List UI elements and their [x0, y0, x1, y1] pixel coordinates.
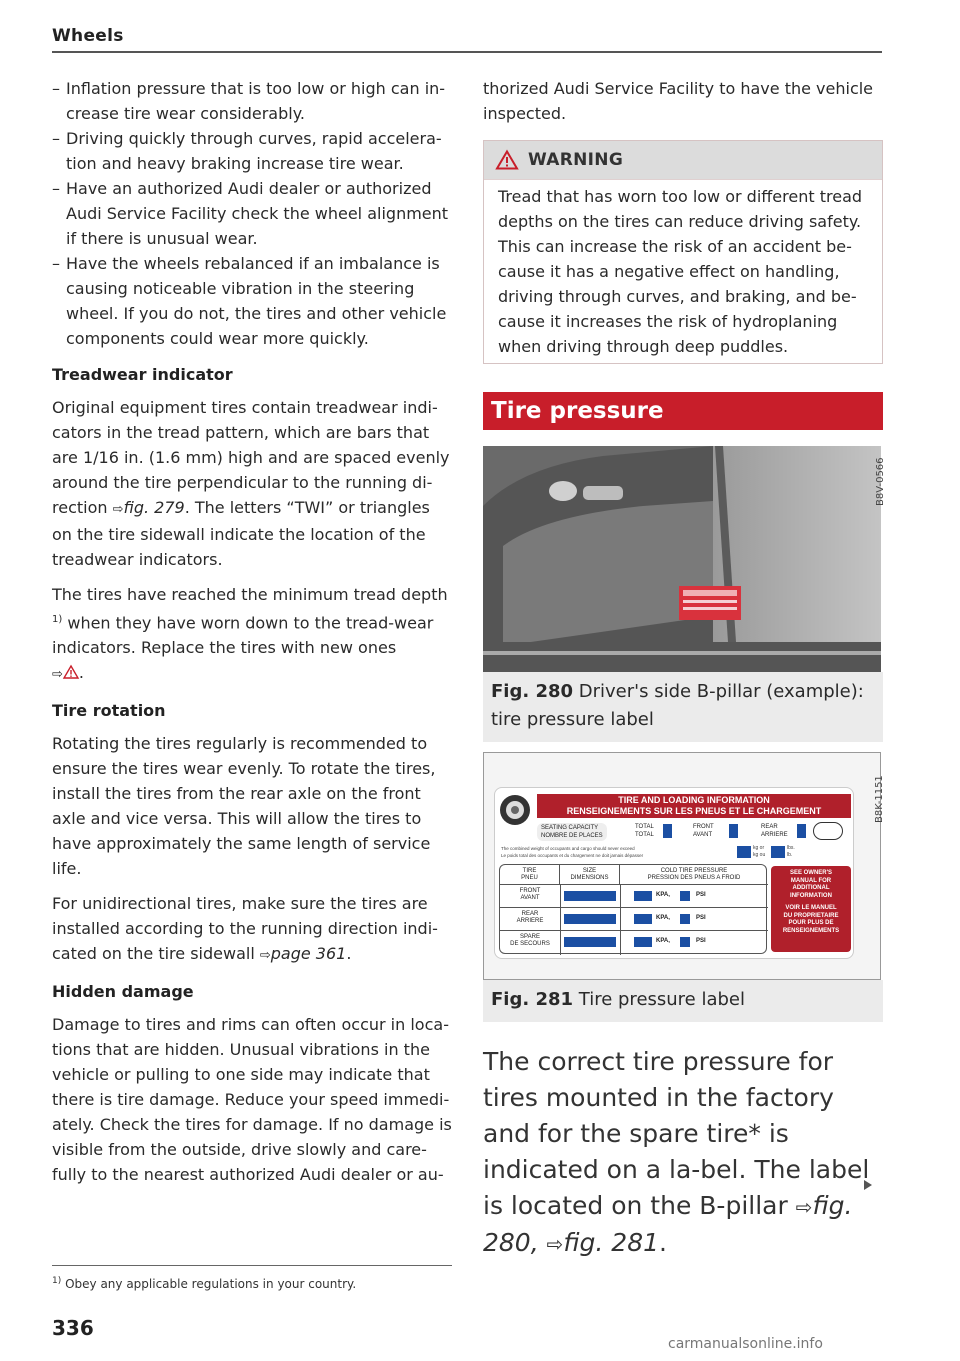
- list-item: – Have the wheels rebalanced if an imbalance is causing noticeable vibration in the steering wheel. If you do not, the tires and other vehicle components could wear more quickly.: [52, 251, 454, 351]
- seating-capacity-row: SEATING CAPACITY NOMBRE DE PLACES TOTAL TOTAL FRONT AVANT REAR ARRIERE: [535, 821, 853, 843]
- rotation-heading: Tire rotation: [52, 701, 166, 721]
- section-title: Tire pressure: [483, 392, 883, 430]
- treadwear-paragraph-2: The tires have reached the minimum tread depth $^{1)}$ when they have worn down to the tread-wear indicators. Replace the tires with new ones ⇨ .: [52, 585, 448, 683]
- rotation-paragraph-2: For unidirectional tires, make sure the tires are installed according to the running direction indi-cated on the tire sidewall ⇨page 361.: [52, 894, 438, 964]
- figure-code: B8K-1151: [874, 775, 885, 823]
- b-pillar-illustration: [483, 446, 881, 672]
- continue-arrow-icon: [864, 1180, 872, 1190]
- rotation-paragraph-1: Rotating the tires regularly is recommended to ensure the tires wear evenly. To rotate the tires, install the tires from the rear axle on the front axle and vice versa. This will allow the tires to have approximately the same length of service life.: [52, 734, 436, 879]
- footnote-divider: [52, 1265, 452, 1266]
- seat-icon: [813, 822, 843, 840]
- page-number: 336: [52, 1316, 94, 1340]
- page-361-link[interactable]: page 361: [270, 944, 347, 964]
- arrow-icon: ⇨: [546, 1232, 564, 1256]
- warning-link-icon[interactable]: [63, 665, 79, 679]
- fig-281-caption: Fig. 281 Tire pressure label: [483, 980, 883, 1022]
- warning-body: Tread that has worn too low or different tread depths on the tires can reduce driving safety. This can increase the risk of an accident be-cause it has a negative effect on handling, driving through curves, and braking, and be-cause it increases the risk of hydroplaning when driving through deep puddles.: [484, 179, 882, 363]
- list-item: – Have an authorized Audi dealer or authorized Audi Service Facility check the wheel alignment if there is unusual wear.: [52, 176, 454, 251]
- tire-label-sticker: [494, 787, 854, 959]
- right-column: [483, 76, 886, 1262]
- hidden-damage-heading: Hidden damage: [52, 982, 194, 1002]
- warning-box: [483, 140, 883, 364]
- continuation-paragraph: thorized Audi Service Facility to have the vehicle inspected.: [483, 79, 874, 123]
- tire-pressure-paragraph: The correct tire pressure for tires mounted in the factory and for the spare tire* is indicated on a la-bel. The label is located on the B-pillar ⇨fig. 280, ⇨fig. 281.: [483, 1047, 870, 1257]
- sticker-title-bar: TIRE AND LOADING INFORMATION RENSEIGNEMENTS SUR LES PNEUS ET LE CHARGEMENT: [537, 794, 851, 818]
- footnote: $^{1)}$ Obey any applicable regulations in your country.: [52, 1276, 357, 1291]
- warning-title: WARNING: [528, 149, 624, 170]
- wear-bullet-list: [52, 76, 454, 351]
- table-row: FRONT AVANT KPA, PSI: [500, 885, 768, 908]
- treadwear-heading: Treadwear indicator: [52, 365, 233, 384]
- list-item: – Driving quickly through curves, rapid accelera-tion and heavy braking increase tire wear.: [52, 126, 454, 176]
- header-divider: [52, 51, 882, 53]
- arrow-icon: ⇨: [112, 502, 124, 517]
- fig-279-link[interactable]: fig. 279: [123, 498, 185, 517]
- tire-icon: [499, 794, 531, 826]
- figure-code: B8V-0566: [875, 457, 886, 506]
- page-header-title: Wheels: [52, 26, 124, 46]
- fig-281-link[interactable]: fig. 281: [563, 1228, 660, 1257]
- fig-280-caption: Fig. 280 Driver's side B-pillar (example): tire pressure label: [483, 672, 883, 742]
- warning-triangle-icon: [496, 150, 518, 170]
- combined-weight-row: The combined weight of occupants and cargo should never exceed Le poids total des occupants et du chargement ne doit jamais dépasser kg or kg ou lbs. lb.: [501, 845, 795, 858]
- hidden-damage-paragraph: Damage to tires and rims can often occur in loca-tions that are hidden. Unusual vibrations in the vehicle or pulling to one side may indicate that there is tire damage. Reduce your speed immedi-ately. Check the tires for damage. If no damage is visible from the outside, drive slowly and care-fully to the nearest authorized Audi dealer or au-: [52, 1015, 452, 1185]
- watermark: carmanualsonline.info: [668, 1336, 823, 1352]
- treadwear-paragraph-1: Original equipment tires contain treadwear indi-cators in the tread pattern, which are bars that are 1/16 in. (1.6 mm) high and are spaced evenly around the tire perpendicular to the running di-rection ⇨fig. 279. The letters “TWI” or triangles on the tire sidewall indicate the location of the treadwear indicators.: [52, 398, 450, 569]
- arrow-icon: ⇨: [52, 667, 63, 683]
- b-pillar-photo: [483, 446, 886, 672]
- footnote-ref: 1): [52, 614, 63, 625]
- fig-280-link[interactable]: fig. 280,: [483, 1191, 853, 1257]
- table-row: REAR ARRIERE KPA, PSI: [500, 908, 768, 931]
- list-item: – Inflation pressure that is too low or high can in-crease tire wear considerably.: [52, 76, 454, 126]
- fig-281-label: Fig. 281: [491, 989, 574, 1010]
- see-owners-manual-box: SEE OWNER'S MANUAL FOR ADDITIONAL INFORMATION VOIR LE MANUEL DU PROPRIETAIRE POUR PLUS DE RENSEIGNEMENTS: [771, 866, 851, 952]
- left-column: [52, 76, 454, 1197]
- table-row: SPARE DE SECOURS KPA, PSI: [510, 934, 706, 947]
- arrow-icon: ⇨: [795, 1195, 813, 1219]
- warning-header: [484, 141, 882, 179]
- tire-pressure-label-figure: [483, 752, 885, 980]
- pressure-table: TIRE PNEU SIZE DIMENSIONS COLD TIRE PRESSURE PRESSION DES PNEUS A FROID FRONT AVANT KPA, PSI REAR ARRIERE KPA, PSI SPARE DE SECOURS KPA, PSI: [499, 864, 767, 954]
- fig-280-label: Fig. 280: [491, 681, 574, 702]
- arrow-icon: ⇨: [259, 948, 271, 964]
